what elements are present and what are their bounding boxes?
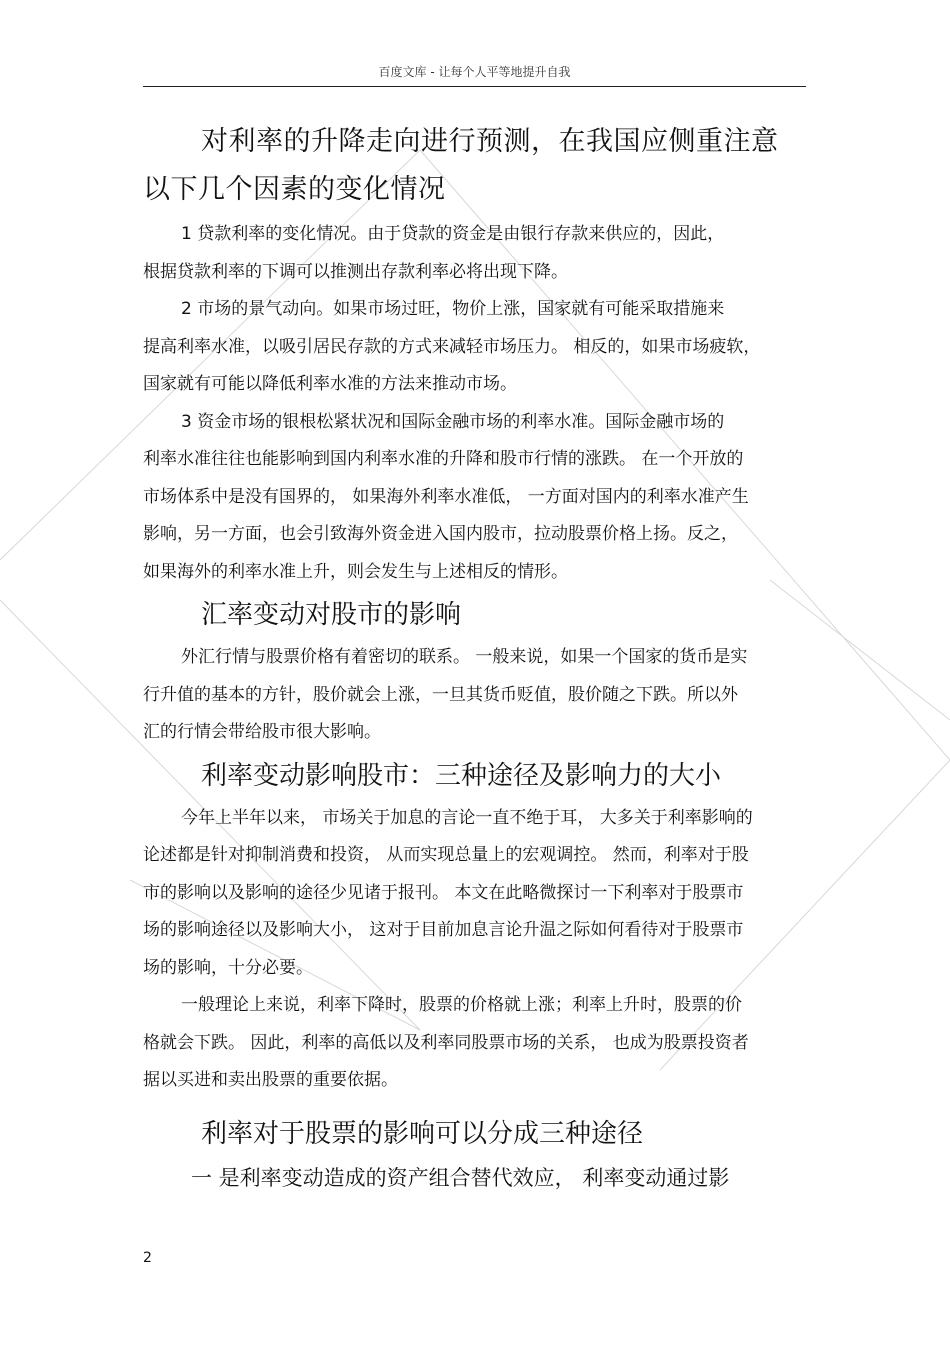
paragraph-rate-hike-discussion — [143, 800, 808, 988]
text-line: 据以买进和卖出股票的重要依据。 — [143, 1070, 398, 1090]
paragraph-loan-rate — [143, 216, 808, 291]
text-line-substitution-effect: 一 是利率变动造成的资产组合替代效应， 利率变动通过影 — [191, 1165, 730, 1190]
section-title-1-line-2: 以下几个因素的变化情况 — [143, 174, 446, 205]
page-number: 2 — [143, 1250, 152, 1266]
section-title-4: 利率对于股票的影响可以分成三种途径 — [201, 1118, 644, 1149]
text-line: 市的影响以及影响的途径少见诸于报刊。 本文在此略微探讨一下利率对于股票市 — [143, 882, 744, 903]
text-line: 2 市场的景气动向。如果市场过旺，物价上涨，国家就有可能采取措施来 — [181, 299, 725, 319]
text-line: 根据贷款利率的下调可以推测出存款利率必将出现下降。 — [143, 261, 568, 282]
paragraph-market-trend — [143, 291, 808, 404]
text-line: 利率水准往往也能影响到国内利率水准的升降和股市行情的涨跌。 在一个开放的 — [143, 449, 744, 469]
text-line: 如果海外的利率水准上升，则会发生与上述相反的情形。 — [143, 561, 568, 582]
text-line: 论述都是针对抑制消费和投资， 从而实现总量上的宏观调控。 然而，利率对于股 — [143, 845, 749, 865]
section-title-2: 汇率变动对股市的影响 — [201, 600, 462, 630]
section-title-1-line-1: 对利率的升降走向进行预测，在我国应侧重注意 — [201, 126, 779, 157]
text-line: 场的影响途径以及影响大小， 这对于目前加息言论升温之际如何看待对于股票市 — [143, 920, 744, 940]
text-line: 影响，另一方面，也会引致海外资金进入国内股市，拉动股票价格上扬。反之， — [143, 524, 738, 544]
header-text: 百度文库 - 让每个人平等地提升自我 — [378, 65, 571, 79]
text-line: 汇的行情会带给股市很大影响。 — [143, 722, 381, 742]
text-line: 市场体系中是没有国界的， 如果海外利率水准低， 一方面对国内的利率水准产生 — [143, 486, 749, 507]
text-line: 一般理论上来说，利率下降时，股票的价格就上涨；利率上升时，股票的价 — [181, 995, 742, 1015]
section-title-1 — [143, 118, 808, 214]
text-line: 外汇行情与股票价格有着密切的联系。 一般来说，如果一个国家的货币是实 — [181, 647, 748, 667]
paragraph-capital-market — [143, 404, 808, 592]
paragraph-exchange-rate — [143, 639, 808, 752]
text-line: 3 资金市场的银根松紧状况和国际金融市场的利率水准。国际金融市场的 — [181, 411, 725, 432]
document-body — [143, 118, 808, 1198]
text-line: 今年上半年以来， 市场关于加息的言论一直不绝于耳， 大多关于利率影响的 — [181, 807, 753, 828]
text-line: 提高利率水准，以吸引居民存款的方式来减轻市场压力。 相反的，如果市场疲软， — [143, 336, 761, 357]
text-line: 格就会下跌。 因此，利率的高低以及利率同股票市场的关系， 也成为股票投资者 — [143, 1032, 749, 1053]
section-title-3: 利率变动影响股市：三种途径及影响力的大小 — [201, 760, 722, 791]
text-line: 行升值的基本的方针，股价就会上涨，一旦其货币贬值，股价随之下跌。所以外 — [143, 684, 738, 705]
page-header — [143, 62, 806, 87]
text-line: 场的影响，十分必要。 — [143, 957, 313, 978]
paragraph-general-theory — [143, 987, 808, 1100]
text-line: 1 贷款利率的变化情况。由于贷款的资金是由银行存款来供应的，因此， — [181, 224, 725, 244]
text-line: 国家就有可能以降低利率水准的方法来推动市场。 — [143, 374, 517, 394]
